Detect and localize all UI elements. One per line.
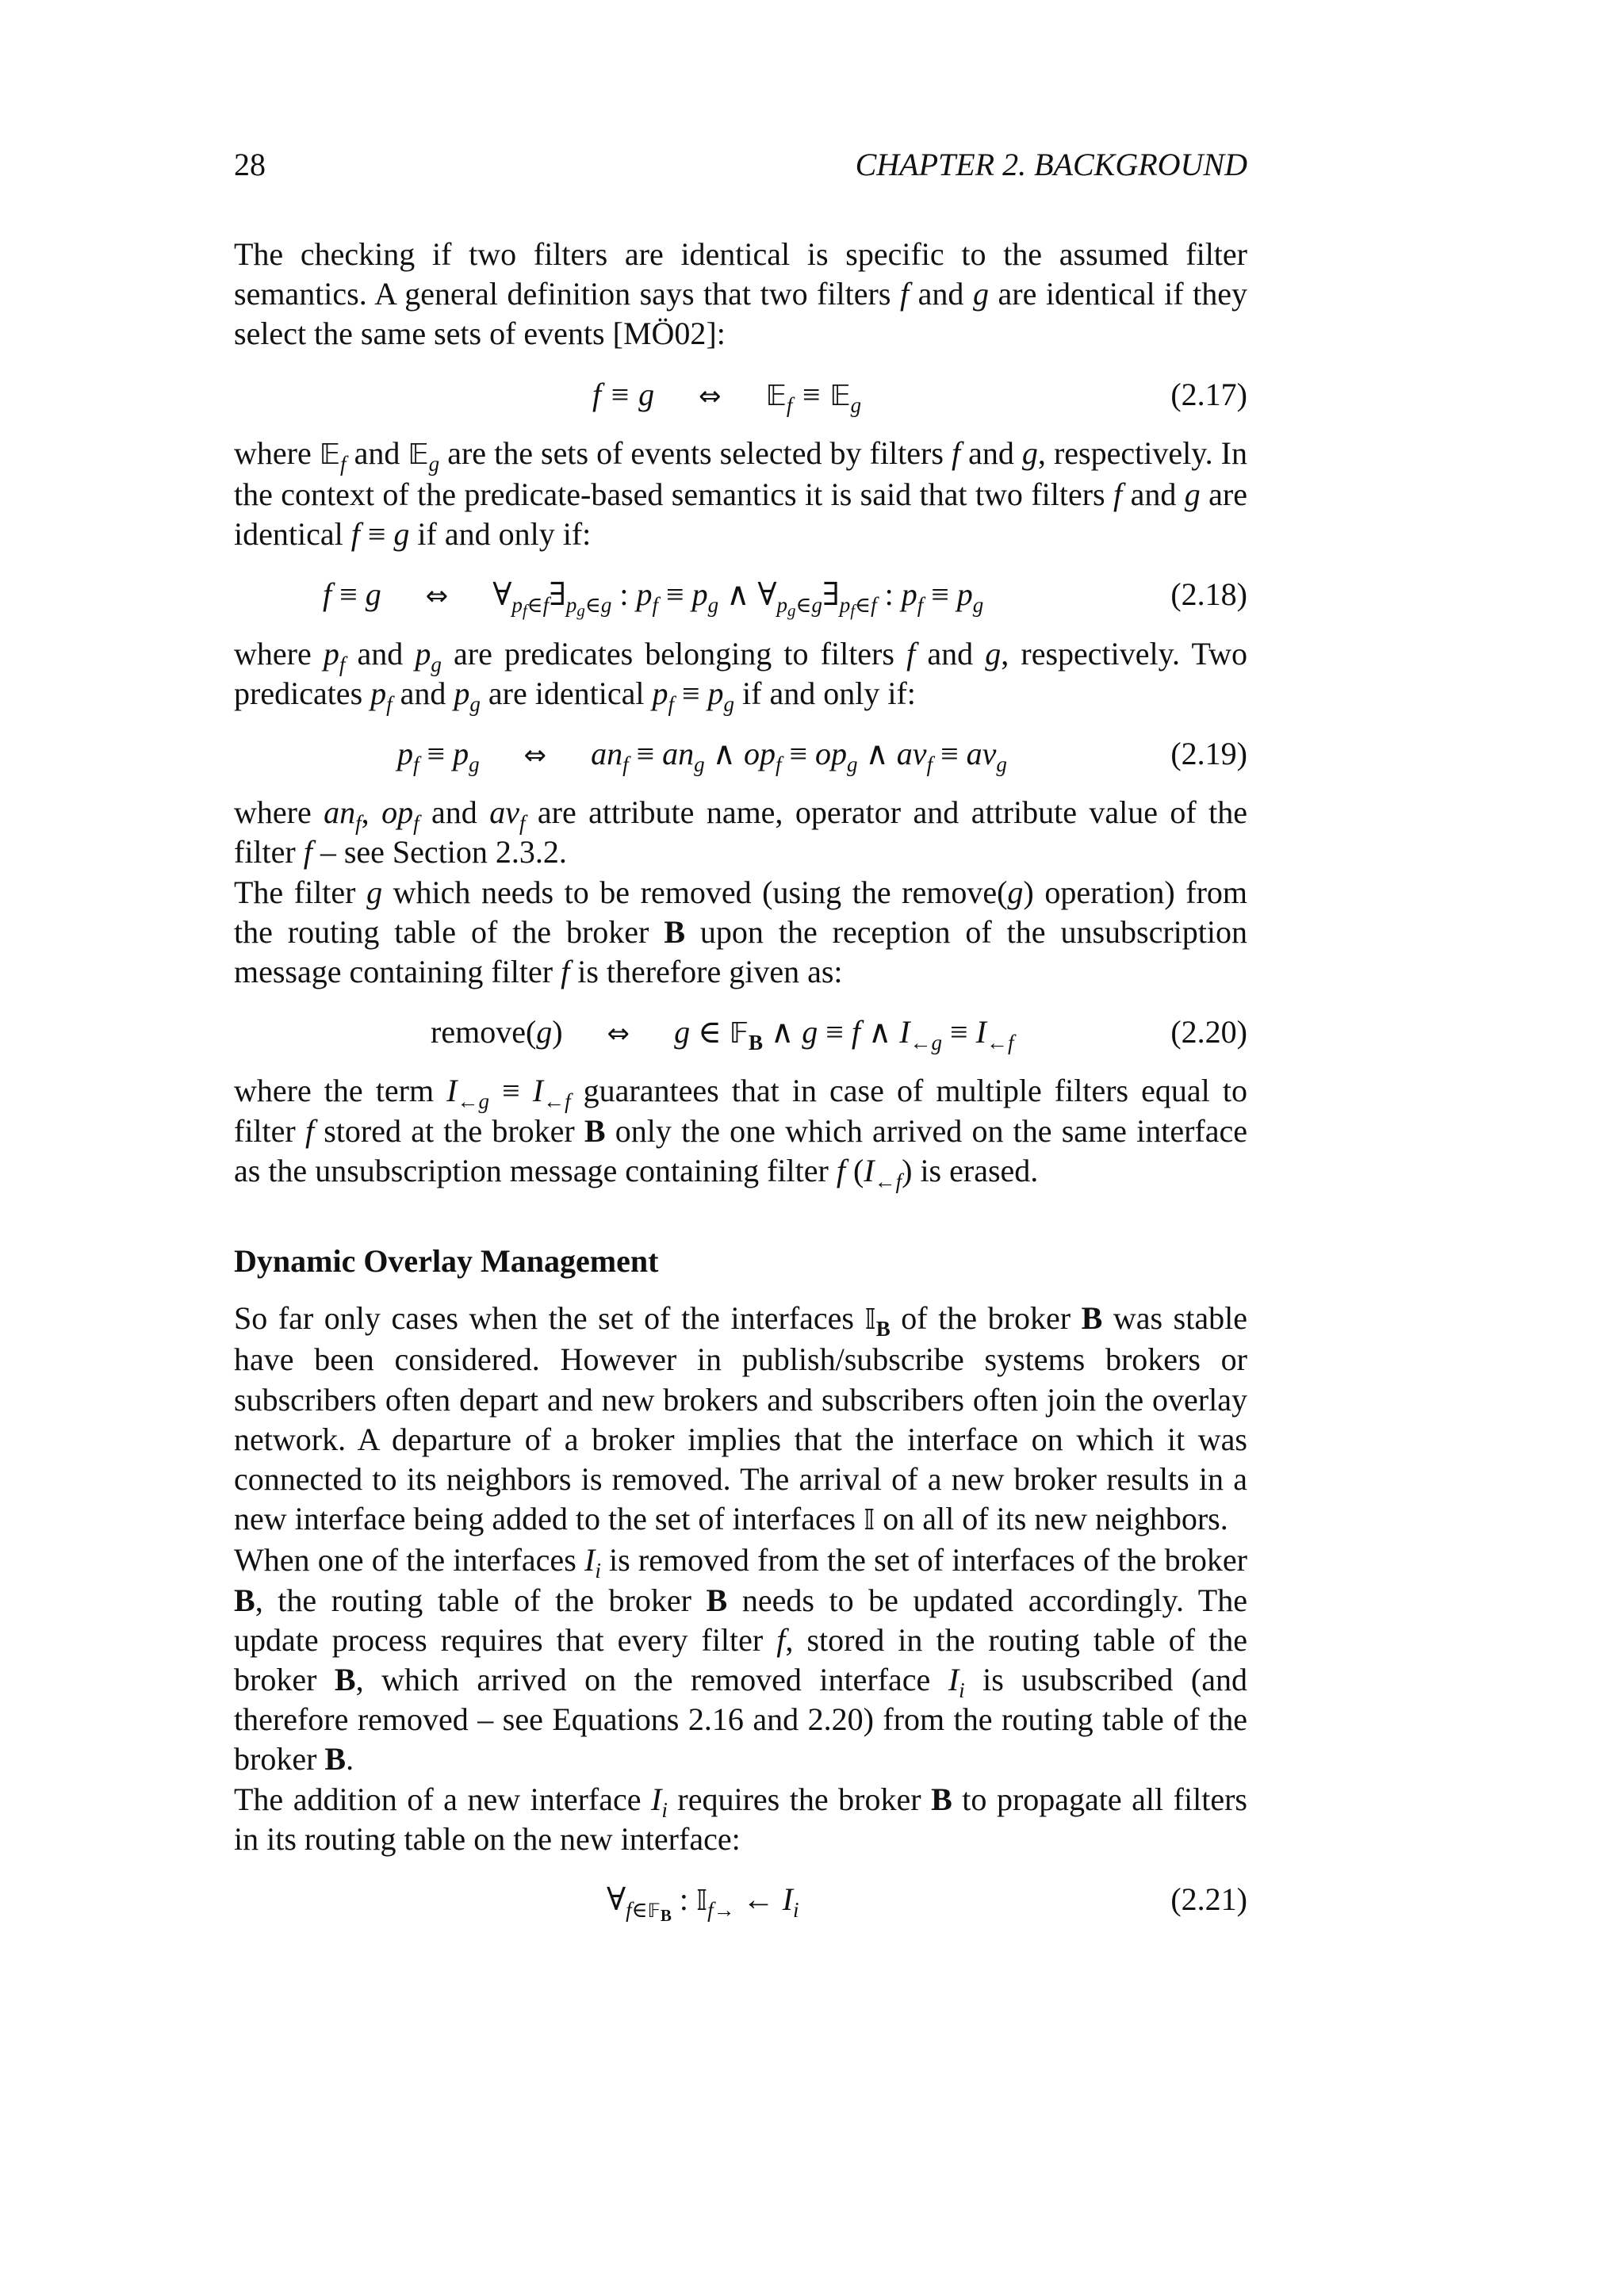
equation-number: (2.17) xyxy=(1170,376,1247,412)
running-header xyxy=(234,146,1247,190)
equation-number: (2.18) xyxy=(1170,576,1247,613)
paragraph-9: The addition of a new interface $I_i$ requires the broker B to propagate all filters in its routing table on the new interface: xyxy=(234,1781,1247,1857)
equation-number: (2.19) xyxy=(1170,736,1247,771)
equation-2-20: remove(g) ⇔ g ∈ 𝔽$_B$ ∧ g ≡ f ∧ $I_{\leftarrow g} \equiv I_{\leftarrow f}$ (2.20) xyxy=(431,1014,1247,1055)
paragraph-6: where the term $I_{\leftarrow g} \equiv I_{\leftarrow f}$ guarantees that in case of multiple filters equal to filter f stored at the broker B only the one which arrived on the same interface as the unsubscription message containing filter f $(I_{\leftarrow f})$ is erased. xyxy=(234,1073,1248,1193)
chapter-title: CHAPTER 2. BACKGROUND xyxy=(855,147,1247,182)
page-number: 28 xyxy=(234,147,266,182)
paragraph-7: So far only cases when the set of the interfaces 𝕀$_B$ of the broker B was stable have been considered. However in publish/subscribe systems brokers or subscribers often depart and new brokers and subscribers often join the overlay network. A departure of a broker implies that the interface on which it was connected to its neighbors is removed. The arrival of a new broker results in a new interface being added to the set of interfaces 𝕀 on all of its new neighbors. xyxy=(234,1300,1247,1537)
body-text xyxy=(234,235,1247,1938)
paragraph-4: where $an_f$, $op_f$ and $av_f$ are attribute name, operator and attribute value of the filter f – see Section 2.3.2. xyxy=(234,794,1248,871)
equation-2-21: $\forall_{f\in 𝔽_B}$ : 𝕀$_{f\to}$ ← $I_i$ (2.21) xyxy=(607,1881,1247,1926)
paragraph-8: When one of the interfaces $I_i$ is removed from the set of interfaces of the broker B, the routing table of the broker B needs to be updated accordingly. The update process requires that every filter f, stored in the routing table of the broker B, which arrived on the removed interface $I_i$ is usubscribed (and therefore removed – see Equations 2.16 and 2.20) from the routing table of the broker B. xyxy=(234,1542,1248,1777)
paragraph-1: The checking if two filters are identical is specific to the assumed filter semantics. A general definition says that two filters f and g are identical if they select the same sets of events [MÖ02]: xyxy=(234,236,1247,352)
paragraph-5: The filter g which needs to be removed (using the remove(g) operation) from the routing table of the broker B upon the reception of the unsubscription message containing filter f is therefore given as: xyxy=(234,874,1248,989)
paragraph-2: where 𝔼$_f$ and 𝔼$_g$ are the sets of events selected by filters f and g, respectively. In the context of the predicate-based semantics it is said that two filters f and g are identical f ≡ g if and only if: xyxy=(234,434,1247,553)
equation-number: (2.21) xyxy=(1170,1881,1247,1918)
equation-2-17: f ≡ g ⇔ 𝔼$_f$ ≡ 𝔼$_g$ (2.17) xyxy=(592,376,1247,417)
paragraph-3: where $p_f$ and $p_g$ are predicates belonging to filters f and g, respectively. Two predicates $p_f$ and $p_g$ are identical $p_f \equiv p_g$ if and only if: xyxy=(234,635,1247,716)
equation-2-19: $p_f \equiv p_g$ ⇔ $an_f \equiv an_g$ ∧ $op_f \equiv op_g$ ∧ $av_f \equiv av_g$ (2.19) xyxy=(397,736,1247,776)
section-heading: Dynamic Overlay Management xyxy=(234,1243,659,1279)
equation-number: (2.20) xyxy=(1170,1014,1247,1050)
equation-2-18: f ≡ g ⇔ $\forall_{p_f\in f}\exists_{p_g\in g}$ : $p_f \equiv p_g$ ∧ $\forall_{p_g\in g}\exists_{p_f\in f}$ : $p_f \equiv p_g$ (2.18) xyxy=(323,576,1247,621)
